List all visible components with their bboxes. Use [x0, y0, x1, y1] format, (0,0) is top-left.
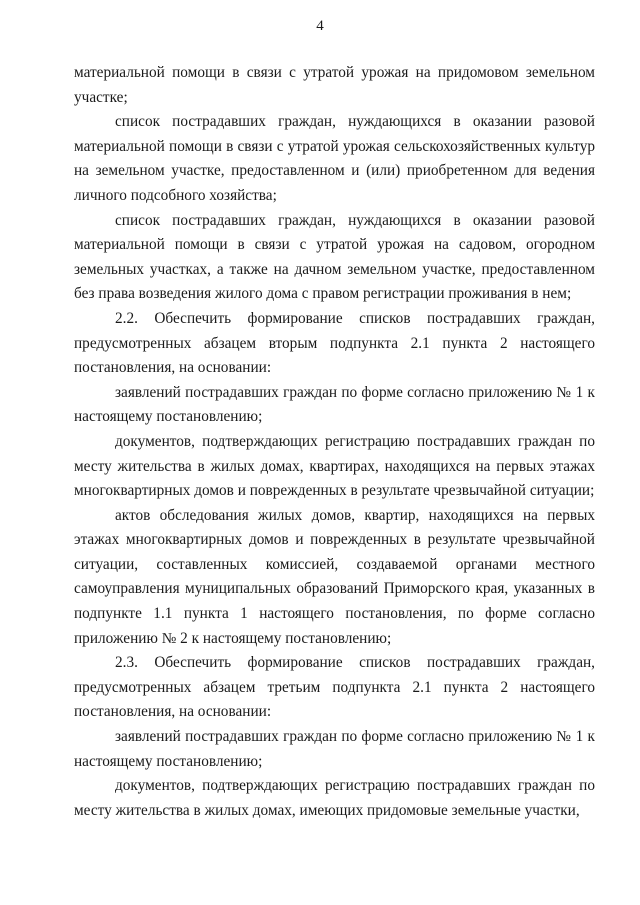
- paragraph-clause-2-3: 2.3. Обеспечить формирование списков пострадавших граждан, предусмотренных абзацем третьим подпункта 2.1 пункта 2 настоящего постановления, на основании:: [74, 654, 595, 721]
- paragraph: заявлений пострадавших граждан по форме согласно приложению № 1 к настоящему постановлению;: [74, 728, 595, 770]
- paragraph-continuation: материальной помощи в связи с утратой урожая на придомовом земельном участке;: [74, 64, 595, 106]
- paragraph-clause-2-2: 2.2. Обеспечить формирование списков пострадавших граждан, предусмотренных абзацем вторым подпункта 2.1 пункта 2 настоящего постановления, на основании:: [74, 309, 595, 377]
- paragraph: список пострадавших граждан, нуждающихся в оказании разовой материальной помощи в связи с утратой урожая на садовом, огородном земельных участках, а также на дачном земельном участке, предоставленном без права возведения жилого дома с правом регистрации проживания в нем;: [74, 211, 595, 303]
- document-body: [74, 61, 595, 823]
- paragraph: заявлений пострадавших граждан по форме согласно приложению № 1 к настоящему постановлению;: [74, 383, 595, 426]
- paragraph: актов обследования жилых домов, квартир, находящихся на первых этажах многоквартирных домов и поврежденных в результате чрезвычайной ситуации, составленных комиссией, создаваемой органами местного самоуправления муниципальных образований Приморского края, указанных в подпункте 1.1 пункта 1 настоящего постановления, по форме согласно приложению № 2 к настоящему постановлению;: [74, 506, 595, 647]
- paragraph: документов, подтверждающих регистрацию пострадавших граждан по месту жительства в жилых домах, имеющих придомовые земельные участки,: [74, 777, 595, 819]
- paragraph: список пострадавших граждан, нуждающихся в оказании разовой материальной помощи в связи с утратой урожая сельскохозяйственных культур на земельном участке, предоставленном и (или) приобретенном для ведения личного подсобного хозяйства;: [74, 113, 595, 204]
- page-number: 4: [316, 18, 324, 34]
- paragraph: документов, подтверждающих регистрацию пострадавших граждан по месту жительства в жилых домах, квартирах, находящихся на первых этажах многоквартирных домов и поврежденных в результате чрезвычайной ситуации;: [74, 432, 595, 500]
